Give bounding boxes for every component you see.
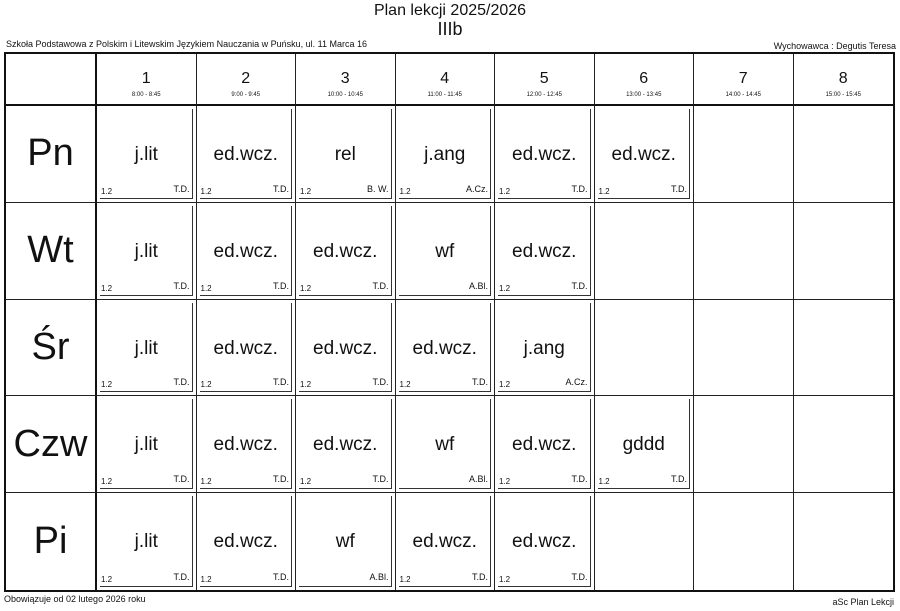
period-time: 12:00 - 12:45 [526, 92, 562, 98]
lesson-room: 1.2 [200, 575, 212, 584]
lesson-room: 1.2 [200, 186, 212, 196]
lesson-subject: j.lit [134, 240, 158, 262]
grid-corner [6, 54, 97, 106]
lesson-room: 1.2 [499, 380, 511, 390]
lesson-cell [595, 106, 695, 203]
lesson-room: 1.2 [101, 186, 113, 196]
lesson-cell [396, 300, 496, 397]
period-time: 14:00 - 14:45 [725, 92, 761, 98]
lesson-teacher: T.D. [272, 572, 289, 582]
lesson-cell [396, 493, 496, 590]
period-time: 13:00 - 13:45 [626, 92, 662, 98]
empty-cell [794, 300, 894, 397]
lesson-teacher: T.D. [471, 377, 488, 388]
empty-cell [595, 300, 695, 397]
homeroom-teacher: Wychowawca : Degutis Teresa [773, 41, 896, 51]
period-time: 8:00 - 8:45 [131, 92, 161, 98]
empty-cell [595, 203, 695, 300]
lesson-cell [197, 493, 297, 590]
lesson-room: 1.2 [399, 186, 411, 196]
period-header [794, 54, 894, 106]
lesson-teacher: A.Bl. [468, 474, 488, 485]
lesson-teacher: T.D. [372, 474, 389, 485]
lesson-teacher: T.D. [173, 280, 190, 291]
lesson-subject: gddd [622, 434, 665, 456]
lesson-teacher: T.D. [571, 474, 588, 485]
lesson-room: 1.2 [101, 380, 113, 390]
lesson-room: 1.2 [200, 380, 212, 390]
lesson-subject: ed.wcz. [512, 434, 577, 456]
lesson-room: 1.2 [300, 283, 312, 293]
lesson-subject: wf [435, 434, 455, 456]
lesson-teacher: T.D. [173, 183, 190, 194]
lesson-subject: ed.wcz. [611, 144, 676, 165]
lesson-cell [97, 203, 197, 300]
lesson-subject: ed.wcz. [213, 531, 278, 553]
empty-cell [694, 300, 794, 397]
period-header [595, 54, 695, 106]
period-number: 4 [440, 70, 450, 87]
lesson-cell [97, 493, 197, 590]
lesson-subject: ed.wcz. [213, 240, 278, 262]
lesson-cell [97, 106, 197, 203]
lesson-room: 1.2 [101, 283, 113, 293]
empty-cell [694, 493, 794, 590]
lesson-teacher: A.Cz. [465, 183, 488, 194]
lesson-subject: ed.wcz. [512, 144, 577, 165]
period-number: 3 [340, 70, 350, 87]
lesson-teacher: T.D. [372, 377, 389, 388]
lesson-subject: j.lit [134, 531, 158, 553]
lesson-teacher: A.Cz. [565, 377, 588, 388]
lesson-subject: ed.wcz. [412, 337, 477, 359]
period-time: 15:00 - 15:45 [825, 92, 861, 98]
lesson-subject: j.ang [424, 144, 466, 165]
period-header [296, 54, 396, 106]
period-number: 2 [241, 70, 251, 87]
period-number: 5 [539, 70, 549, 87]
day-label: Pn [6, 106, 97, 203]
lesson-teacher: T.D. [571, 572, 588, 582]
lesson-cell [197, 203, 297, 300]
lesson-cell [396, 396, 496, 493]
lesson-teacher: T.D. [571, 280, 588, 291]
lesson-cell [495, 493, 595, 590]
lesson-teacher: T.D. [272, 474, 289, 485]
empty-cell [595, 493, 695, 590]
lesson-teacher: T.D. [571, 183, 588, 194]
lesson-teacher: T.D. [670, 183, 687, 194]
lesson-room: 1.2 [499, 477, 511, 487]
lesson-subject: ed.wcz. [313, 337, 378, 359]
empty-cell [794, 396, 894, 493]
lesson-teacher: T.D. [173, 474, 190, 485]
lesson-subject: j.ang [523, 337, 565, 359]
period-number: 1 [141, 70, 151, 87]
period-header [694, 54, 794, 106]
class-name: IIIb [437, 19, 463, 39]
empty-cell [794, 493, 894, 590]
lesson-room: 1.2 [598, 477, 610, 487]
period-number: 6 [639, 70, 649, 87]
lesson-cell [296, 493, 396, 590]
generator-label: aSc Plan Lekcji [832, 597, 894, 607]
lesson-subject: ed.wcz. [213, 144, 278, 165]
lesson-teacher: T.D. [272, 377, 289, 388]
timetable-grid [4, 52, 895, 592]
empty-cell [694, 396, 794, 493]
period-number: 7 [738, 70, 748, 87]
lesson-room: 1.2 [200, 283, 212, 293]
lesson-room: 1.2 [598, 186, 610, 196]
lesson-cell [197, 300, 297, 397]
empty-cell [794, 106, 894, 203]
day-label: Wt [6, 203, 97, 300]
lesson-subject: wf [435, 240, 455, 262]
lesson-subject: ed.wcz. [512, 240, 577, 262]
lesson-cell [396, 106, 496, 203]
lesson-room: 1.2 [499, 283, 511, 293]
lesson-room: 1.2 [499, 575, 511, 584]
lesson-cell [97, 396, 197, 493]
day-label: Czw [6, 396, 97, 493]
day-label: Śr [6, 300, 97, 397]
lesson-subject: ed.wcz. [213, 434, 278, 456]
lesson-teacher: A.Bl. [468, 280, 488, 291]
lesson-room: 1.2 [399, 575, 411, 584]
lesson-room: 1.2 [200, 477, 212, 487]
period-header [495, 54, 595, 106]
lesson-teacher: T.D. [272, 280, 289, 291]
lesson-subject: j.lit [134, 434, 158, 456]
period-number: 8 [838, 70, 848, 87]
lesson-room: 1.2 [300, 477, 312, 487]
lesson-teacher: T.D. [173, 572, 190, 582]
lesson-cell [197, 396, 297, 493]
lesson-cell [197, 106, 297, 203]
period-header [396, 54, 496, 106]
lesson-subject: ed.wcz. [512, 531, 577, 553]
lesson-subject: ed.wcz. [412, 531, 477, 553]
lesson-teacher: T.D. [173, 377, 190, 388]
lesson-room: 1.2 [499, 186, 511, 196]
lesson-cell [296, 203, 396, 300]
lesson-teacher: T.D. [372, 280, 389, 291]
lesson-room: 1.2 [300, 186, 312, 196]
lesson-cell [595, 396, 695, 493]
lesson-cell [495, 106, 595, 203]
empty-cell [694, 106, 794, 203]
lesson-cell [495, 300, 595, 397]
lesson-cell [296, 300, 396, 397]
empty-cell [794, 203, 894, 300]
lesson-room: 1.2 [399, 380, 411, 390]
lesson-cell [296, 396, 396, 493]
lesson-teacher: A.Bl. [369, 572, 389, 582]
lesson-cell [495, 396, 595, 493]
lesson-teacher: B. W. [366, 183, 389, 194]
period-time: 9:00 - 9:45 [231, 92, 261, 98]
lesson-subject: ed.wcz. [313, 434, 378, 456]
lesson-subject: ed.wcz. [313, 240, 378, 262]
valid-from: Obowiązuje od 02 lutego 2026 roku [4, 594, 146, 604]
lesson-subject: rel [334, 144, 356, 165]
lesson-teacher: T.D. [272, 183, 289, 194]
lesson-cell [396, 203, 496, 300]
lesson-subject: j.lit [134, 337, 158, 359]
lesson-subject: j.lit [134, 144, 158, 165]
lesson-room: 1.2 [300, 380, 312, 390]
lesson-room: 1.2 [101, 477, 113, 487]
lesson-teacher: T.D. [471, 572, 488, 582]
page-title: Plan lekcji 2025/2026 [373, 2, 527, 19]
period-header [97, 54, 197, 106]
lesson-cell [495, 203, 595, 300]
lesson-cell [97, 300, 197, 397]
lesson-room: 1.2 [101, 575, 113, 584]
day-label: Pi [6, 493, 97, 590]
period-header [197, 54, 297, 106]
lesson-teacher: T.D. [670, 474, 687, 485]
lesson-subject: ed.wcz. [213, 337, 278, 359]
lesson-cell [296, 106, 396, 203]
period-time: 10:00 - 10:45 [327, 92, 363, 98]
empty-cell [694, 203, 794, 300]
lesson-subject: wf [335, 531, 355, 553]
school-name: Szkoła Podstawowa z Polskim i Litewskim Językiem Nauczania w Puńsku, ul. 11 Marca 16 [6, 39, 367, 49]
period-time: 11:00 - 11:45 [427, 92, 462, 98]
